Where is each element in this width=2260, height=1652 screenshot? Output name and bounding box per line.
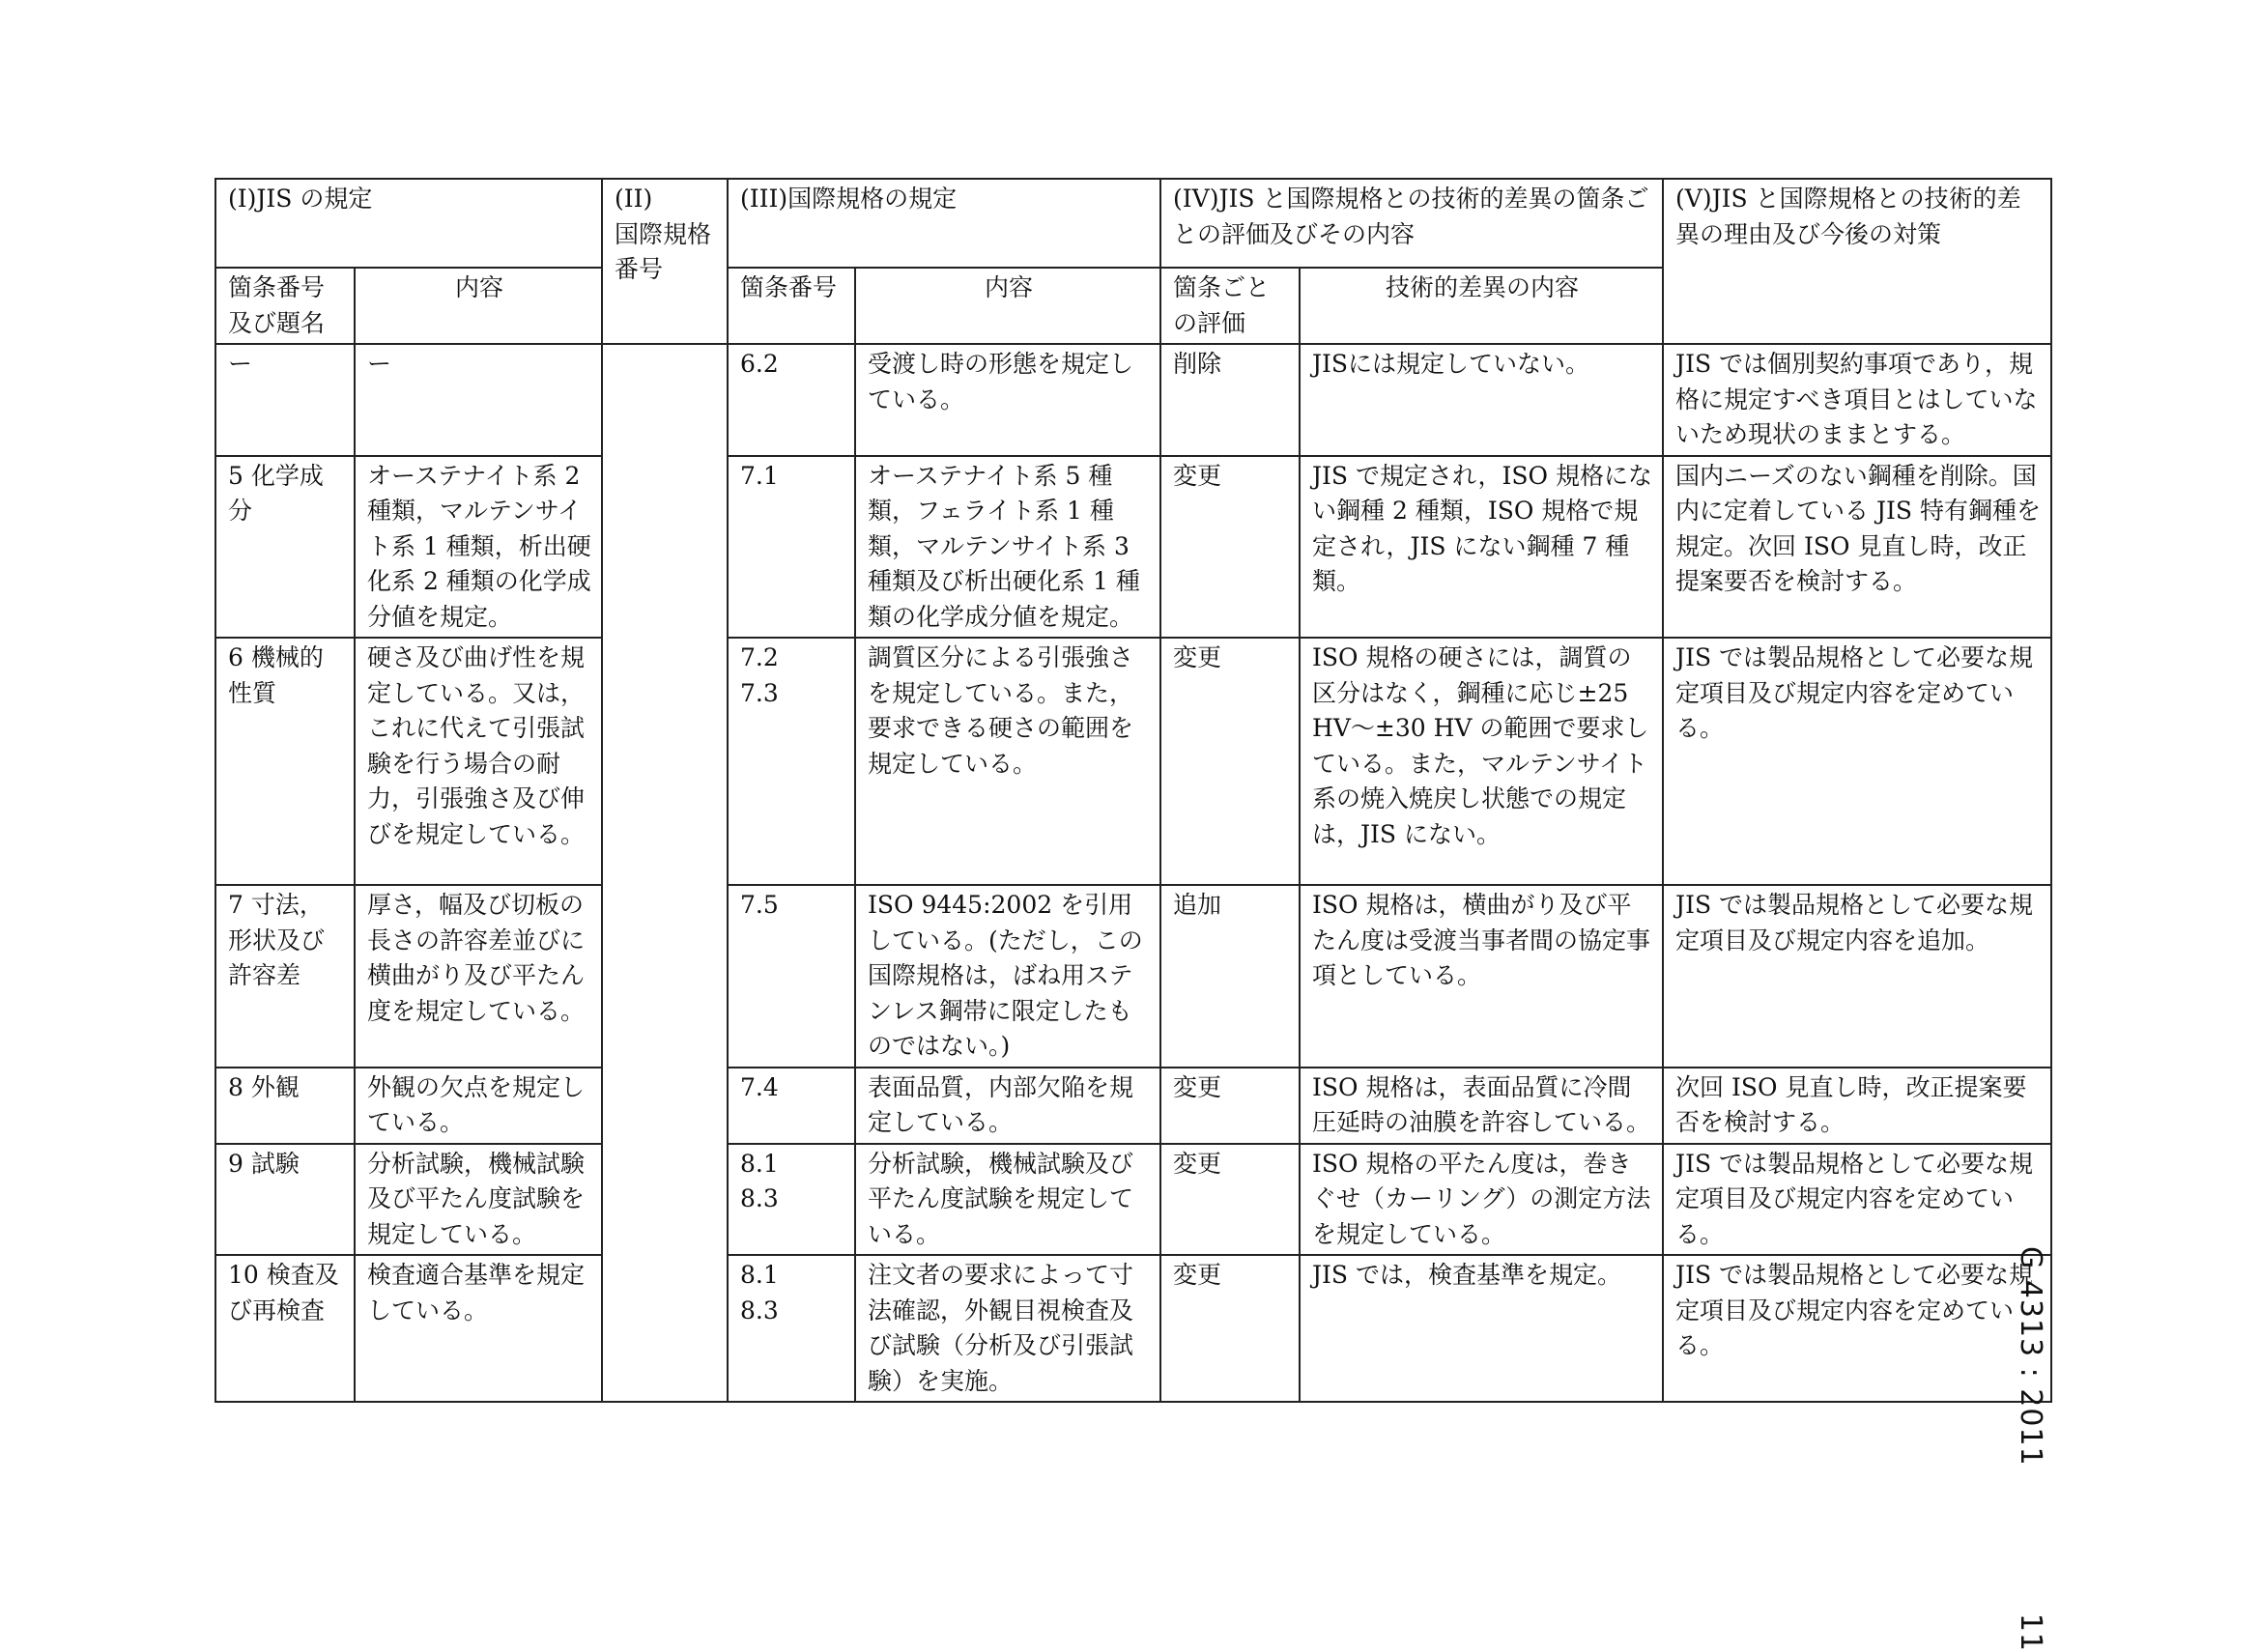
page-number: 11 [2014,1612,2048,1652]
eval-cell: 追加 [1160,885,1300,1068]
iso-clause-cell: 7.4 [728,1068,855,1144]
eval-cell: 削除 [1160,344,1300,456]
table-row [215,1144,2051,1256]
reason-cell: 国内ニーズのない鋼種を削除。国内に定着している JIS 特有鋼種を規定。次回 ISO 見直し時，改正提案要否を検討する。 [1663,456,2051,639]
eval-cell: 変更 [1160,1255,1300,1402]
comparison-table [215,178,2052,1403]
jis-content-cell: ー [355,344,602,456]
header-row [215,179,2051,268]
iso-content-cell: 分析試験，機械試験及び平たん度試験を規定している。 [855,1144,1160,1256]
header-reason: (V)JIS と国際規格との技術的差異の理由及び今後の対策 [1663,179,2051,344]
header-intl-number-line2: 国際規格番号 [615,219,712,283]
comparison-table-container [215,178,2052,1403]
diff-cell: ISO 規格の平たん度は，巻きぐせ（カーリング）の測定方法を規定している。 [1300,1144,1663,1256]
subheader-iso-clause: 箇条番号 [728,268,855,344]
iso-content-cell: 調質区分による引張強さを規定している。また，要求できる硬さの範囲を規定している。 [855,638,1160,885]
iso-content-cell: ISO 9445:2002 を引用している。(ただし，この国際規格は，ばね用ステンレス鋼帯に限定したものではない。) [855,885,1160,1068]
intl-number-cell [602,344,728,1402]
iso-content-cell: 受渡し時の形態を規定している。 [855,344,1160,456]
jis-clause-cell: 8 外観 [215,1068,355,1144]
reason-cell: JIS では製品規格として必要な規定項目及び規定内容を定めている。 [1663,638,2051,885]
table-row [215,885,2051,1068]
subheader-jis-clause: 箇条番号及び題名 [215,268,355,344]
reason-cell: 次回 ISO 見直し時，改正提案要否を検討する。 [1663,1068,2051,1144]
iso-content-cell: オーステナイト系 5 種類，フェライト系 1 種類，マルテンサイト系 3 種類及び析出硬化系 1 種類の化学成分値を規定。 [855,456,1160,639]
reason-cell: JIS では製品規格として必要な規定項目及び規定内容を定めている。 [1663,1144,2051,1256]
iso-clause-cell: 8.1 8.3 [728,1255,855,1402]
diff-cell: ISO 規格の硬さには，調質の区分はなく，鋼種に応じ±25 HV～±30 HV の範囲で要求している。また，マルテンサイト系の焼入焼戻し状態での規定は，JIS にない。 [1300,638,1663,885]
jis-content-cell: 検査適合基準を規定している。 [355,1255,602,1402]
table-row [215,456,2051,639]
jis-content-cell: オーステナイト系 2 種類，マルテンサイト系 1 種類，析出硬化系 2 種類の化学成分値を規定。 [355,456,602,639]
header-jis: (I)JIS の規定 [215,179,602,268]
page-footer-rotated [2010,1246,2052,1652]
diff-cell: JIS で規定され，ISO 規格にない鋼種 2 種類，ISO 規格で規定され，JIS にない鋼種 7 種類。 [1300,456,1663,639]
diff-cell: ISO 規格は，表面品質に冷間圧延時の油膜を許容している。 [1300,1068,1663,1144]
diff-cell: JIS では，検査基準を規定。 [1300,1255,1663,1402]
document-code: G 4313 : 2011 [2014,1246,2048,1467]
iso-clause-cell: 7.5 [728,885,855,1068]
jis-content-cell: 分析試験，機械試験及び平たん度試験を規定している。 [355,1144,602,1256]
header-intl-number-line1: (II) [615,185,653,213]
iso-content-cell: 表面品質，内部欠陥を規定している。 [855,1068,1160,1144]
diff-cell: JISには規定していない。 [1300,344,1663,456]
jis-clause-cell: 10 検査及び再検査 [215,1255,355,1402]
header-intl-number [602,179,728,344]
jis-clause-cell: 9 試験 [215,1144,355,1256]
reason-cell: JIS では製品規格として必要な規定項目及び規定内容を定めている。 [1663,1255,2051,1402]
jis-clause-cell: 5 化学成分 [215,456,355,639]
subheader-jis-content: 内容 [355,268,602,344]
eval-cell: 変更 [1160,456,1300,639]
jis-content-cell: 硬さ及び曲げ性を規定している。又は，これに代えて引張試験を行う場合の耐力，引張強さ及び伸びを規定している。 [355,638,602,885]
subheader-diff: 技術的差異の内容 [1300,268,1663,344]
eval-cell: 変更 [1160,1144,1300,1256]
header-eval-diff: (IV)JIS と国際規格との技術的差異の箇条ごとの評価及びその内容 [1160,179,1663,268]
subheader-eval: 箇条ごとの評価 [1160,268,1300,344]
table-row [215,344,2051,456]
diff-cell: ISO 規格は，横曲がり及び平たん度は受渡当事者間の協定事項としている。 [1300,885,1663,1068]
jis-clause-cell: 6 機械的性質 [215,638,355,885]
header-iso: (III)国際規格の規定 [728,179,1160,268]
subheader-iso-content: 内容 [855,268,1160,344]
eval-cell: 変更 [1160,638,1300,885]
table-row [215,1068,2051,1144]
jis-clause-cell: ー [215,344,355,456]
iso-content-cell: 注文者の要求によって寸法確認，外観目視検査及び試験（分析及び引張試験）を実施。 [855,1255,1160,1402]
eval-cell: 変更 [1160,1068,1300,1144]
reason-cell: JIS では製品規格として必要な規定項目及び規定内容を追加。 [1663,885,2051,1068]
iso-clause-cell: 7.1 [728,456,855,639]
jis-clause-cell: 7 寸法，形状及び許容差 [215,885,355,1068]
jis-content-cell: 厚さ，幅及び切板の長さの許容差並びに横曲がり及び平たん度を規定している。 [355,885,602,1068]
reason-cell: JIS では個別契約事項であり，規格に規定すべき項目とはしていないため現状のままとする。 [1663,344,2051,456]
jis-content-cell: 外観の欠点を規定している。 [355,1068,602,1144]
table-row [215,1255,2051,1402]
iso-clause-cell: 8.1 8.3 [728,1144,855,1256]
iso-clause-cell: 6.2 [728,344,855,456]
iso-clause-cell: 7.2 7.3 [728,638,855,885]
table-row [215,638,2051,885]
